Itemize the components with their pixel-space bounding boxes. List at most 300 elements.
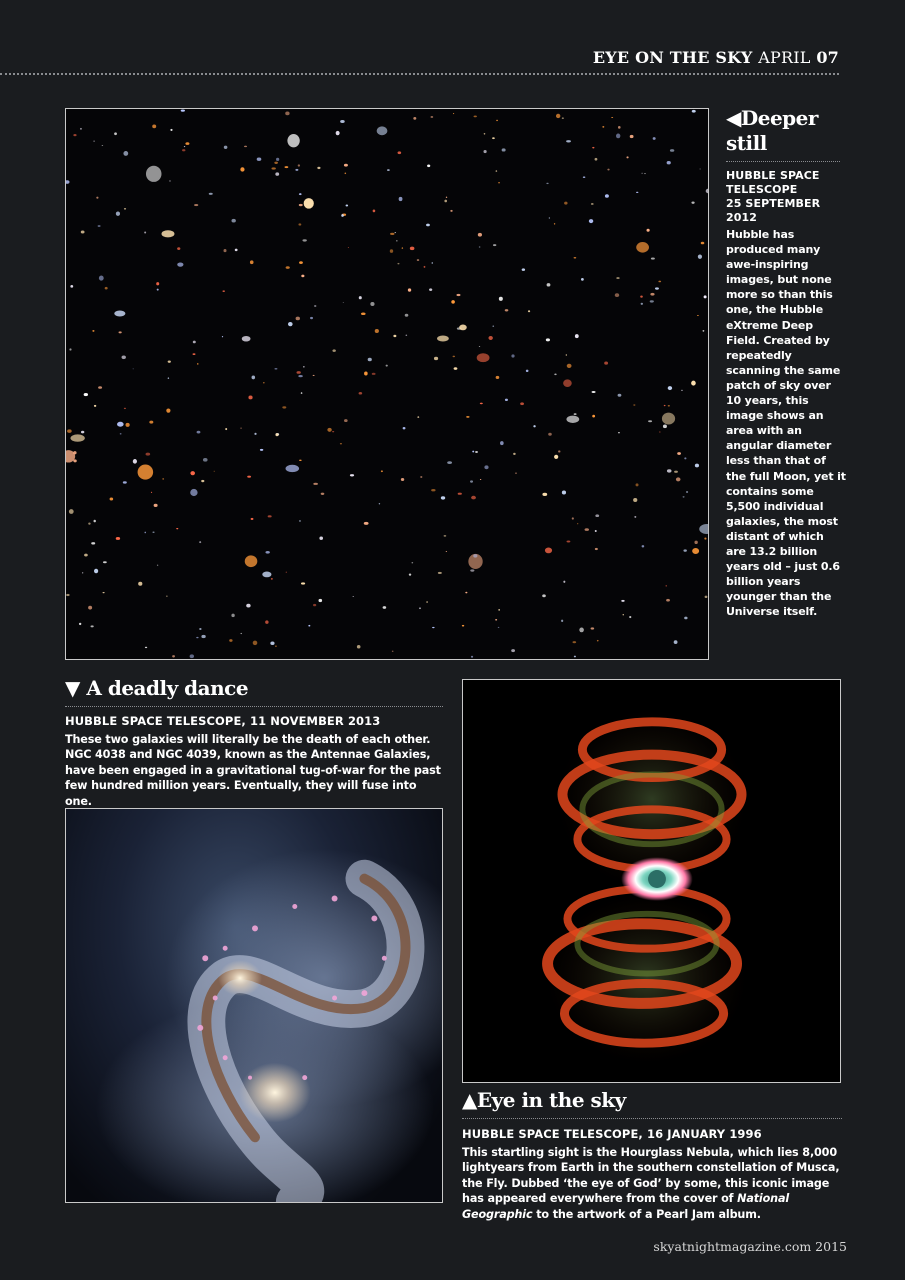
galaxy-dot: [157, 565, 158, 566]
galaxy-dot: [641, 173, 642, 174]
galaxy-dot: [417, 259, 420, 261]
galaxy-dot: [402, 247, 403, 248]
galaxy-dot: [465, 592, 467, 594]
galaxy-dot: [91, 542, 95, 544]
galaxy-dot: [595, 514, 599, 517]
galaxy-dot: [434, 357, 438, 360]
issue-month: APRIL: [758, 48, 811, 67]
deep-field-photo: [65, 108, 709, 660]
galaxy-dot: [697, 315, 699, 316]
galaxy-dot: [260, 449, 263, 451]
galaxy-dot: [694, 541, 697, 544]
galaxy-dot: [285, 166, 289, 168]
galaxy-dot: [668, 405, 670, 406]
galaxy-dot: [353, 596, 354, 597]
section-name: EYE ON THE SKY: [592, 48, 753, 67]
galaxy-dot: [149, 421, 153, 424]
galaxy-dot: [419, 607, 421, 609]
galaxy-dot: [327, 428, 331, 432]
deeper-credit-line1: HUBBLE SPACE TELESCOPE: [726, 169, 820, 196]
galaxy-dot: [222, 290, 225, 291]
galaxy-dot: [346, 204, 349, 206]
galaxy-dot: [377, 126, 388, 135]
galaxy-dot: [96, 197, 98, 199]
galaxy-dot: [66, 180, 69, 184]
galaxy-dot: [450, 210, 452, 212]
galaxy-dot: [466, 416, 469, 418]
galaxy-dot: [605, 194, 609, 198]
galaxy-dot: [498, 182, 500, 183]
galaxy-dot: [413, 117, 416, 120]
galaxy-dot: [401, 478, 404, 481]
galaxy-dot: [498, 609, 500, 611]
galaxy-dot: [295, 169, 298, 171]
galaxy-dot: [522, 268, 525, 271]
galaxy-dot: [472, 451, 474, 453]
galaxy-dot: [698, 254, 702, 258]
galaxy-dot: [513, 453, 516, 455]
galaxy-dot: [313, 604, 316, 606]
galaxy-dot: [176, 528, 178, 529]
galaxy-dot: [545, 548, 552, 554]
galaxy-dot: [607, 169, 609, 171]
galaxy-dot: [479, 247, 481, 248]
galaxy-dot: [299, 460, 302, 461]
galaxy-dot: [296, 317, 300, 321]
galaxy-dot: [533, 425, 535, 427]
galaxy-dot: [168, 360, 171, 362]
dance-credit: HUBBLE SPACE TELESCOPE, 11 NOVEMBER 2013: [65, 714, 381, 728]
galaxy-dot: [270, 641, 274, 645]
galaxy-dot: [122, 356, 126, 360]
galaxy-dot: [105, 287, 108, 290]
galaxy-dot: [177, 263, 183, 267]
left-arrow-icon: ◀: [726, 106, 741, 130]
galaxy-dot: [299, 193, 302, 195]
galaxy-dot: [420, 476, 422, 478]
galaxy-dot: [424, 266, 426, 268]
galaxy-dot: [201, 635, 205, 638]
galaxy-dot: [184, 146, 185, 147]
galaxy-dot: [271, 167, 275, 169]
galaxy-dot: [520, 402, 524, 405]
galaxy-dot: [381, 470, 383, 472]
galaxy-dot: [152, 124, 156, 128]
galaxy-dot: [668, 386, 672, 390]
galaxy-dot: [589, 219, 593, 223]
galaxy-dot: [114, 132, 117, 135]
galaxy-dot: [70, 434, 84, 441]
galaxy-dot: [370, 302, 374, 306]
galaxy-dot: [69, 509, 74, 514]
galaxy-dot: [452, 356, 455, 358]
galaxy-dot: [182, 149, 185, 151]
galaxy-dot: [190, 471, 195, 475]
galaxy-dot: [252, 376, 256, 380]
galaxy-dot: [79, 623, 81, 625]
galaxy-dot: [302, 239, 306, 241]
galaxy-dot: [151, 492, 152, 493]
galaxy-dot: [674, 471, 678, 473]
galaxy-dot: [626, 156, 628, 158]
galaxy-dot: [93, 141, 95, 142]
caption-rule: [462, 1118, 842, 1119]
galaxy-dot: [254, 433, 256, 435]
galaxy-dot: [604, 361, 608, 364]
eye-body-part2: to the artwork of a Pearl Jam album.: [532, 1207, 761, 1221]
galaxy-dot: [417, 416, 419, 418]
galaxy-dot: [623, 614, 624, 615]
galaxy-dot: [286, 465, 300, 472]
galaxy-dot: [692, 548, 699, 554]
antennae-galaxies-image: [66, 809, 442, 1202]
galaxy-dot: [265, 620, 268, 624]
galaxy-dot: [695, 464, 699, 468]
galaxy-dot: [319, 537, 323, 540]
galaxy-dot: [566, 140, 571, 142]
galaxy-dot: [314, 305, 316, 307]
galaxy-dot: [621, 600, 624, 602]
galaxy-dot: [437, 335, 449, 341]
galaxy-dot: [653, 137, 656, 140]
eye-body-text: [462, 1145, 842, 1222]
galaxy-dot: [581, 278, 584, 281]
galaxy-dot: [683, 496, 685, 497]
galaxy-dot: [73, 134, 76, 136]
deeper-credit-line2: 25 SEPTEMBER 2012: [726, 197, 821, 224]
deadly-dance-title: A deadly dance: [86, 676, 249, 700]
galaxy-dot: [94, 569, 98, 574]
galaxy-dot: [116, 537, 120, 540]
galaxy-dot: [299, 261, 303, 264]
galaxy-dot: [430, 116, 433, 118]
galaxy-dot: [633, 498, 637, 502]
galaxy-dot: [394, 232, 396, 233]
galaxy-dot: [372, 373, 376, 375]
galaxy-dot: [190, 654, 194, 658]
galaxy-dot: [390, 233, 394, 235]
galaxy-dot: [563, 379, 572, 387]
galaxy-dot: [194, 204, 198, 206]
galaxy-dot: [225, 428, 227, 430]
galaxy-dot: [566, 354, 567, 355]
galaxy-dot: [124, 408, 126, 409]
galaxy-dot: [67, 429, 72, 432]
galaxy-dot: [585, 528, 589, 531]
galaxy-dot: [704, 295, 707, 298]
galaxy-dot: [275, 172, 279, 175]
eye-in-the-sky-heading: [462, 1088, 842, 1113]
galaxy-dot: [91, 625, 94, 627]
galaxy-dot: [69, 348, 71, 350]
galaxy-dot: [699, 169, 700, 170]
galaxy-dot: [444, 535, 447, 537]
galaxy-dot: [470, 480, 473, 482]
deeper-still-heading: [726, 106, 836, 156]
galaxy-dot: [456, 294, 460, 296]
galaxy-dot: [567, 364, 572, 368]
galaxy-dot: [271, 578, 273, 580]
galaxy-dot: [650, 300, 654, 302]
galaxy-dot: [321, 493, 325, 495]
galaxy-dot: [646, 229, 649, 232]
galaxy-dot: [123, 151, 128, 156]
galaxy-dot: [229, 639, 232, 642]
galaxy-dot: [616, 134, 620, 139]
galaxy-dot: [94, 405, 96, 407]
galaxy-dot: [567, 541, 571, 543]
galaxy-dot: [549, 218, 550, 219]
galaxy-dot: [546, 338, 550, 341]
galaxy-dot: [168, 377, 169, 379]
galaxy-dot: [313, 375, 315, 376]
galaxy-dot: [209, 193, 213, 195]
galaxy-dot: [480, 479, 481, 480]
galaxy-dot: [471, 496, 476, 500]
galaxy-dot: [667, 469, 672, 472]
galaxy-dot: [618, 394, 622, 397]
galaxy-dot: [222, 336, 223, 337]
galaxy-dot: [683, 549, 686, 551]
galaxy-dot: [393, 335, 396, 337]
galaxy-dot: [364, 522, 369, 525]
galaxy-dot: [117, 422, 124, 427]
galaxy-dot: [124, 208, 126, 209]
galaxy-dot: [458, 493, 462, 495]
galaxy-dot: [244, 146, 247, 148]
galaxy-dot: [399, 197, 403, 201]
galaxy-dot: [246, 604, 250, 608]
galaxy-dot: [615, 293, 619, 297]
galaxy-dot: [103, 561, 107, 563]
galaxy-dot: [350, 474, 354, 476]
galaxy-dot: [473, 554, 477, 557]
galaxy-dot: [547, 283, 551, 286]
caption-rule: [726, 161, 840, 162]
galaxy-dot: [298, 223, 301, 225]
galaxy-dot: [146, 453, 151, 456]
galaxy-dot: [658, 281, 661, 283]
up-arrow-icon: ▲: [462, 1088, 477, 1112]
galaxy-dot: [116, 212, 120, 216]
galaxy-dot: [480, 403, 483, 405]
galaxy-dot: [299, 204, 303, 206]
galaxy-dot: [484, 465, 488, 469]
galaxy-dot: [438, 572, 442, 574]
galaxy-dot: [66, 594, 69, 596]
galaxy-dot: [361, 312, 366, 315]
galaxy-dot: [82, 572, 83, 573]
galaxy-dot: [451, 300, 455, 304]
galaxy-dot: [616, 277, 619, 279]
galaxy-dot: [383, 606, 387, 609]
galaxy-dot: [80, 128, 82, 130]
galaxy-dot: [193, 353, 196, 355]
galaxy-dot: [691, 381, 696, 386]
galaxy-dot: [648, 420, 652, 422]
footer-url: skyatnightmagazine.com 2015: [653, 1239, 847, 1254]
galaxy-dot: [276, 158, 279, 161]
galaxy-dot: [235, 249, 238, 252]
galaxy-dot: [642, 545, 645, 547]
galaxy-dot: [515, 472, 516, 473]
galaxy-dot: [301, 275, 304, 278]
galaxy-dot: [282, 406, 286, 408]
galaxy-dot: [265, 551, 269, 554]
galaxy-dot: [99, 275, 104, 280]
galaxy-dot: [492, 137, 495, 139]
galaxy-dot: [224, 249, 227, 252]
deadly-dance-heading: [65, 676, 443, 701]
galaxy-dot: [699, 524, 708, 534]
galaxy-dot: [701, 242, 705, 245]
galaxy-dot: [706, 189, 708, 193]
galaxy-dot: [287, 134, 299, 147]
galaxy-dot: [563, 581, 565, 583]
galaxy-dot: [426, 224, 430, 227]
galaxy-dot: [500, 441, 504, 445]
galaxy-dot: [562, 491, 566, 495]
galaxy-dot: [542, 493, 547, 496]
galaxy-dot: [577, 523, 578, 524]
galaxy-dot: [496, 376, 500, 379]
galaxy-dot: [247, 476, 251, 478]
galaxy-dot: [564, 202, 567, 205]
galaxy-dot: [98, 386, 102, 389]
galaxy-dot: [301, 392, 303, 394]
galaxy-dot: [459, 325, 467, 331]
galaxy-dot: [704, 537, 706, 539]
galaxy-dot: [275, 645, 277, 646]
galaxy-dot: [240, 633, 242, 634]
galaxy-dot: [319, 599, 323, 602]
galaxy-dot: [81, 431, 84, 434]
galaxy-dot: [102, 592, 104, 593]
galaxy-dot: [492, 325, 494, 327]
galaxy-dot: [359, 296, 362, 299]
galaxy-dot: [268, 515, 272, 517]
galaxy-dot: [119, 331, 122, 333]
galaxy-dot: [691, 201, 694, 203]
galaxy-dot: [332, 349, 335, 352]
galaxy-dot: [666, 585, 667, 586]
galaxy-dot: [662, 413, 675, 425]
galaxy-dot: [250, 260, 254, 264]
galaxy-dot: [197, 363, 198, 365]
galaxy-dot: [499, 297, 503, 301]
galaxy-dot: [397, 263, 399, 265]
eye-in-the-sky-title: Eye in the sky: [476, 1088, 626, 1112]
galaxy-dot: [592, 391, 596, 393]
galaxy-dot: [126, 423, 130, 427]
galaxy-dot: [375, 329, 379, 333]
galaxy-dot: [257, 158, 262, 161]
galaxy-dot: [224, 146, 228, 149]
galaxy-dot: [595, 548, 598, 550]
galaxy-dot: [123, 481, 127, 483]
galaxy-dot: [133, 459, 137, 464]
galaxy-dot: [185, 142, 189, 145]
galaxy-dot: [133, 368, 134, 369]
galaxy-dot: [431, 489, 435, 491]
galaxy-dot: [629, 616, 631, 618]
galaxy-dot: [561, 620, 563, 622]
galaxy-dot: [471, 656, 473, 658]
galaxy-dot: [364, 372, 368, 376]
galaxy-dot: [166, 596, 167, 597]
galaxy-dot: [138, 582, 142, 586]
galaxy-dot: [655, 287, 659, 289]
dance-body-text: These two galaxies will literally be the death of each other. NGC 4038 and NGC 4039, known as the Antennae Galaxies, have been engaged in a gravitational tug-of-war for the past few hundred million years. Eventually, they will fuse into one.: [65, 733, 441, 808]
galaxy-dot: [304, 198, 314, 209]
galaxy-dot: [341, 214, 344, 217]
galaxy-dot: [310, 317, 313, 319]
galaxy-dot: [412, 562, 414, 563]
galaxy-dot: [554, 374, 556, 376]
galaxy-dot: [144, 231, 146, 233]
galaxy-dot: [196, 637, 198, 638]
galaxy-dot: [275, 433, 278, 436]
galaxy-dot: [317, 167, 320, 169]
galaxy-dot: [511, 354, 514, 357]
galaxy-dot: [298, 164, 300, 166]
galaxy-dot: [156, 282, 159, 285]
galaxy-dot: [583, 177, 586, 178]
galaxy-dot: [345, 172, 347, 174]
galaxy-dot: [92, 330, 94, 332]
galaxy-dot: [558, 450, 560, 452]
galaxy-dot: [597, 640, 599, 642]
galaxy-dot: [502, 148, 506, 151]
galaxy-dot: [274, 368, 277, 370]
eye-body-part1: This startling sight is the Hourglass Nebula, which lies 8,000 lightyears from Earth in the southern constellation of Musca, the Fly. Dubbed ‘the eye of God’ by some, this iconic image has appeared everywhere from the cover of: [462, 1146, 840, 1206]
galaxy-dot: [496, 170, 498, 172]
galaxy-dot: [303, 366, 305, 367]
eye-credit: HUBBLE SPACE TELESCOPE, 16 JANUARY 1996: [462, 1127, 762, 1141]
galaxy-dot: [387, 169, 390, 170]
galaxy-dot: [470, 569, 474, 571]
galaxy-dot: [674, 640, 678, 644]
galaxy-dot: [231, 219, 235, 223]
galaxy-dot: [298, 375, 302, 377]
galaxy-dot: [573, 641, 577, 643]
galaxy-dot: [664, 405, 666, 406]
eye-in-the-sky-caption: [462, 1088, 842, 1222]
galaxy-dot: [193, 341, 196, 344]
galaxy-dot: [684, 457, 686, 459]
galaxy-dot: [446, 197, 447, 198]
galaxy-dot: [102, 145, 104, 146]
galaxy-dot: [379, 503, 380, 504]
galaxy-dot: [634, 516, 636, 518]
galaxy-dot: [670, 149, 674, 152]
galaxy-dot: [199, 541, 201, 543]
galaxy-dot: [572, 517, 574, 519]
deeper-body-text: Hubble has produced many awe-inspiring images, but none more so than this one, the Hubble eXtreme Deep Field. Created by repeatedly scanning the same patch of sky over 10 years, this image shows an area with an angular diameter less than that of the full Moon, yet it contains some 5,500 individual galaxies, the most distant of which are 13.2 billion years old – just 0.6 billion years younger than the Universe itself.: [726, 228, 846, 619]
down-arrow-icon: ▼: [65, 676, 80, 700]
galaxy-dot: [484, 133, 486, 135]
galaxy-dot: [667, 161, 671, 164]
galaxy-dot: [120, 433, 122, 434]
galaxy-dot: [574, 257, 577, 259]
galaxy-dot: [199, 628, 201, 630]
galaxy-dot: [650, 293, 654, 296]
galaxy-dot: [505, 309, 509, 311]
galaxy-dot: [308, 625, 310, 627]
galaxy-dot: [357, 645, 361, 649]
galaxy-dot: [368, 358, 372, 362]
galaxy-dot: [641, 303, 643, 305]
